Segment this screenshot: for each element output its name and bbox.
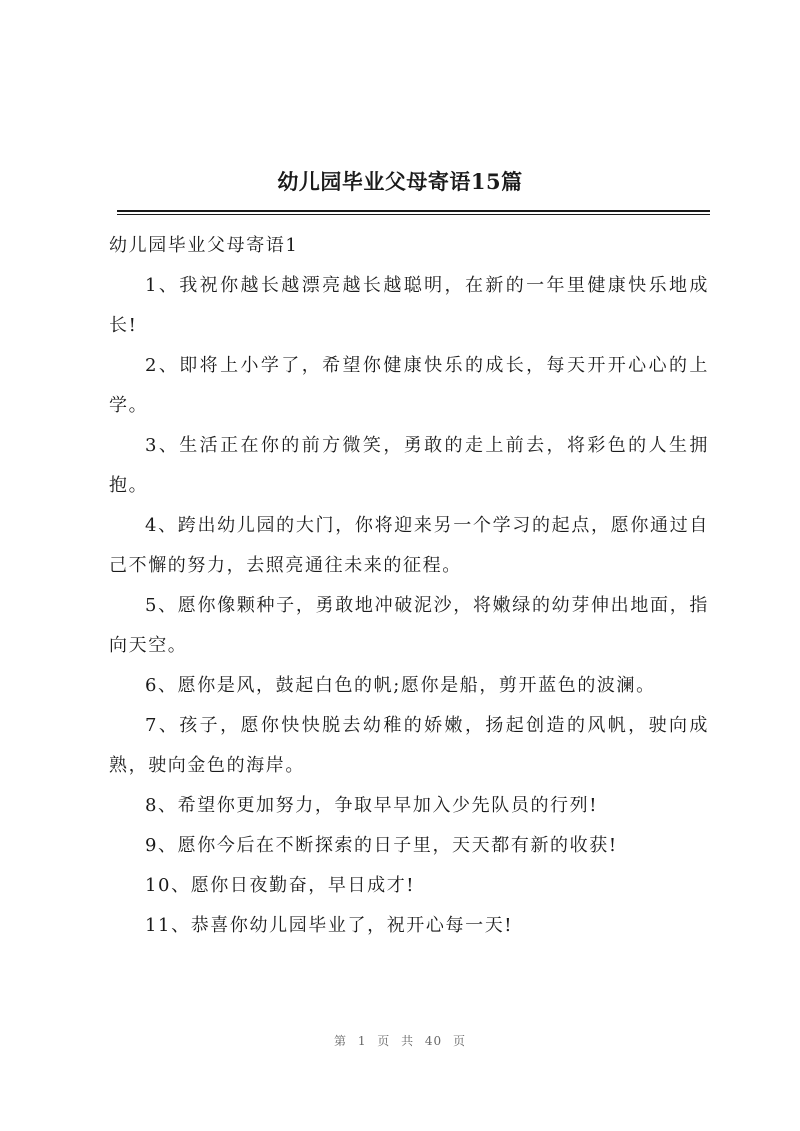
wish-item-4: 4、跨出幼儿园的大门，你将迎来另一个学习的起点，愿你通过自己不懈的努力，去照亮通往未来的征程。 (109, 515, 709, 576)
wish-item-10: 10、愿你日夜勤奋，早日成才! (145, 875, 416, 896)
wish-item-5: 5、愿你像颗种子，勇敢地冲破泥沙，将嫩绿的幼芽伸出地面，指向天空。 (109, 595, 709, 656)
page-number-footer: 第 1 页 共 40 页 (334, 1034, 466, 1048)
document-body (109, 226, 709, 946)
wish-item-2: 2、即将上小学了，希望你健康快乐的成长，每天开开心心的上学。 (109, 355, 709, 416)
wish-item-1: 1、我祝你越长越漂亮越长越聪明，在新的一年里健康快乐地成长! (109, 275, 709, 336)
title-divider-thin (117, 214, 710, 215)
title-divider-thick (117, 210, 710, 212)
wish-item-9: 9、愿你今后在不断探索的日子里，天天都有新的收获! (145, 835, 618, 856)
wish-item-8: 8、希望你更加努力，争取早早加入少先队员的行列! (145, 795, 599, 816)
wish-item-7: 7、孩子，愿你快快脱去幼稚的娇嫩，扬起创造的风帆，驶向成熟，驶向金色的海岸。 (109, 715, 709, 776)
document-title: 幼儿园毕业父母寄语15篇 (277, 169, 523, 194)
wish-item-3: 3、生活正在你的前方微笑，勇敢的走上前去，将彩色的人生拥抱。 (109, 435, 709, 496)
wish-item-6: 6、愿你是风，鼓起白色的帆;愿你是船，剪开蓝色的波澜。 (145, 675, 656, 696)
wish-item-11: 11、恭喜你幼儿园毕业了，祝开心每一天! (145, 915, 514, 936)
section-heading: 幼儿园毕业父母寄语1 (109, 235, 299, 256)
